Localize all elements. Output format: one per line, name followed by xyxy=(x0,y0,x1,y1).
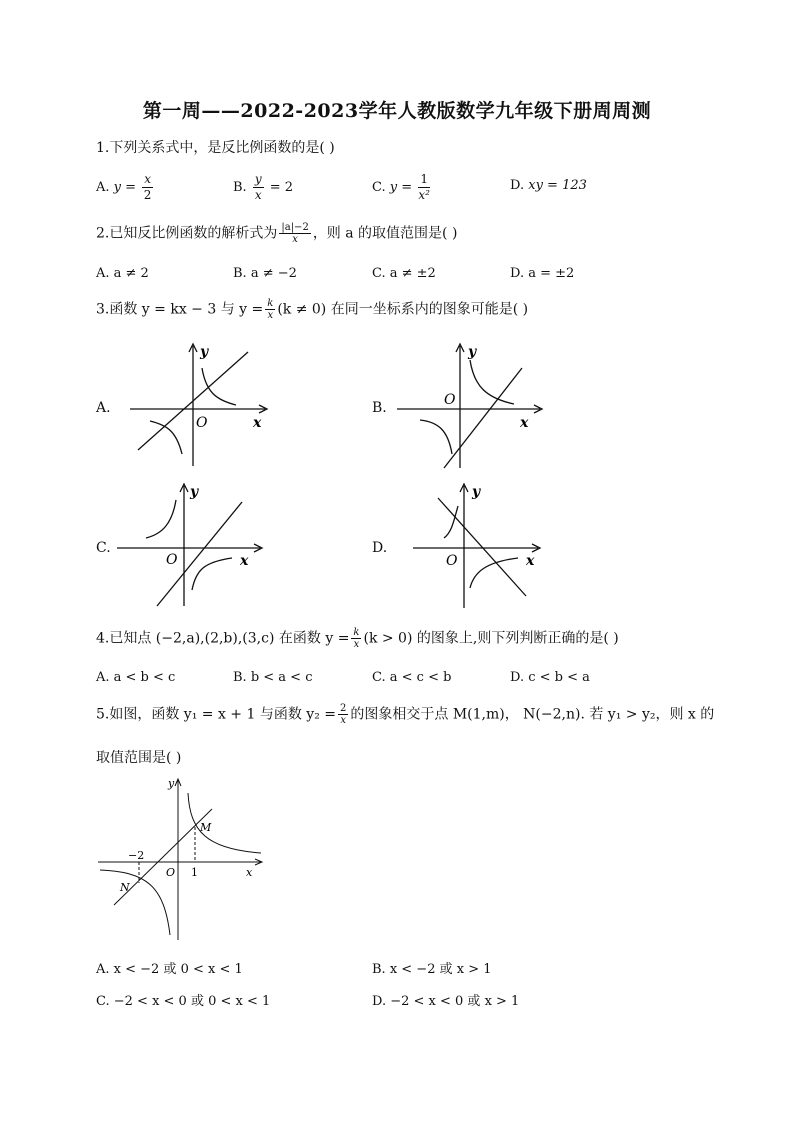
q3-stem: 3.函数 y = kx − 3 与 y = $\frac{k}{x}$ (k ≠ 0) 在同一坐标系内的图象可能是( ) xyxy=(96,298,529,321)
q3-graph-c[interactable] xyxy=(112,480,272,612)
q5-fraction: $\frac{2}{x}$ xyxy=(340,703,347,726)
q4-option-c[interactable]: C. a < c < b xyxy=(372,670,452,685)
q5-one-tick: 1 xyxy=(191,866,198,879)
q3-b-x-label: x xyxy=(520,415,529,431)
q2-option-d[interactable]: D. a = ±2 xyxy=(510,266,575,281)
q3-c-x-label: x xyxy=(240,553,249,569)
q3-graph-a[interactable] xyxy=(120,340,280,472)
q3-graph-b[interactable] xyxy=(392,340,552,472)
q3-graph-d[interactable] xyxy=(408,480,568,612)
q4-option-d[interactable]: D. c < b < a xyxy=(510,670,590,685)
q5-origin: O xyxy=(166,866,176,879)
q2-fraction: $\frac{|a|-2}{x}$ xyxy=(281,222,309,245)
q3-d-x-label: x xyxy=(526,553,535,569)
q1-c-fraction: $\frac{1}{\text{x²}}$ xyxy=(418,172,430,202)
q3-a-y-label: y xyxy=(200,344,209,360)
q2-option-c[interactable]: C. a ≠ ±2 xyxy=(372,266,436,281)
q1-option-c[interactable]: C. y = $\frac{1}{\text{x²}}$ xyxy=(372,172,430,202)
q3-a-origin: O xyxy=(196,415,208,431)
q5-stem: 5.如图，函数 y₁ = x + 1 与函数 y₂ = $\frac{2}{x}$ 的图象相交于点 M(1,m)， N(−2,n). 若 y₁ > y₂，则 x 的 xyxy=(96,703,715,726)
q4-option-b[interactable]: B. b < a < c xyxy=(233,670,313,685)
q3-option-b-label[interactable]: B. xyxy=(372,400,387,416)
q2-stem: 2.已知反比例函数的解析式为 $\frac{|a|-2}{x}$ ，则 a 的取值范围是( ) xyxy=(96,222,458,245)
q3-d-y-label: y xyxy=(472,484,481,500)
q1-option-d[interactable]: D. xy = 123 xyxy=(510,178,587,193)
q1-option-a[interactable]: A. y = $\frac{x}{2}$ xyxy=(96,172,152,202)
q4-fraction: $\frac{k}{x}$ xyxy=(353,627,360,650)
q5-option-a[interactable]: A. x < −2 或 0 < x < 1 xyxy=(96,962,243,977)
q3-fraction: $\frac{k}{x}$ xyxy=(267,298,274,321)
q5-neg2-tick: −2 xyxy=(128,849,145,862)
q5-option-c[interactable]: C. −2 < x < 0 或 0 < x < 1 xyxy=(96,994,271,1009)
q5-point-m: M xyxy=(200,821,212,834)
q4-stem: 4.已知点 (−2,a),(2,b),(3,c) 在函数 y = $\frac{k}{x}$ (k > 0) 的图象上,则下列判断正确的是( ) xyxy=(96,627,619,650)
q5-y-label: y xyxy=(168,777,175,790)
q1-stem: 1.下列关系式中，是反比例函数的是( ) xyxy=(96,140,335,156)
q3-a-x-label: x xyxy=(253,415,262,431)
q4-option-a[interactable]: A. a < b < c xyxy=(96,670,176,685)
q5-stem-line2: 取值范围是( ) xyxy=(96,750,182,766)
q3-option-d-label[interactable]: D. xyxy=(372,540,388,556)
q1-a-fraction: $\frac{x}{2}$ xyxy=(143,172,152,202)
q3-c-origin: O xyxy=(166,552,178,568)
q3-b-y-label: y xyxy=(468,344,477,360)
q5-x-label: x xyxy=(246,866,253,879)
q1-b-fraction: $\frac{y}{x}$ xyxy=(254,172,262,202)
q1-option-b[interactable]: B. $\frac{y}{x}$ = 2 xyxy=(233,172,294,202)
page-title: 第一周——2022-2023学年人教版数学九年级下册周周测 xyxy=(142,100,652,122)
q3-c-y-label: y xyxy=(190,484,199,500)
q2-option-a[interactable]: A. a ≠ 2 xyxy=(96,266,149,281)
q5-option-b[interactable]: B. x < −2 或 x > 1 xyxy=(372,962,492,977)
q3-d-origin: O xyxy=(446,553,458,569)
q3-option-c-label[interactable]: C. xyxy=(96,540,111,556)
q3-b-origin: O xyxy=(444,392,456,408)
q5-point-n: N xyxy=(120,881,130,894)
q3-option-a-label[interactable]: A. xyxy=(96,400,111,416)
q5-option-d[interactable]: D. −2 < x < 0 或 x > 1 xyxy=(372,994,520,1009)
q5-graph xyxy=(96,775,266,943)
q2-option-b[interactable]: B. a ≠ −2 xyxy=(233,266,297,281)
